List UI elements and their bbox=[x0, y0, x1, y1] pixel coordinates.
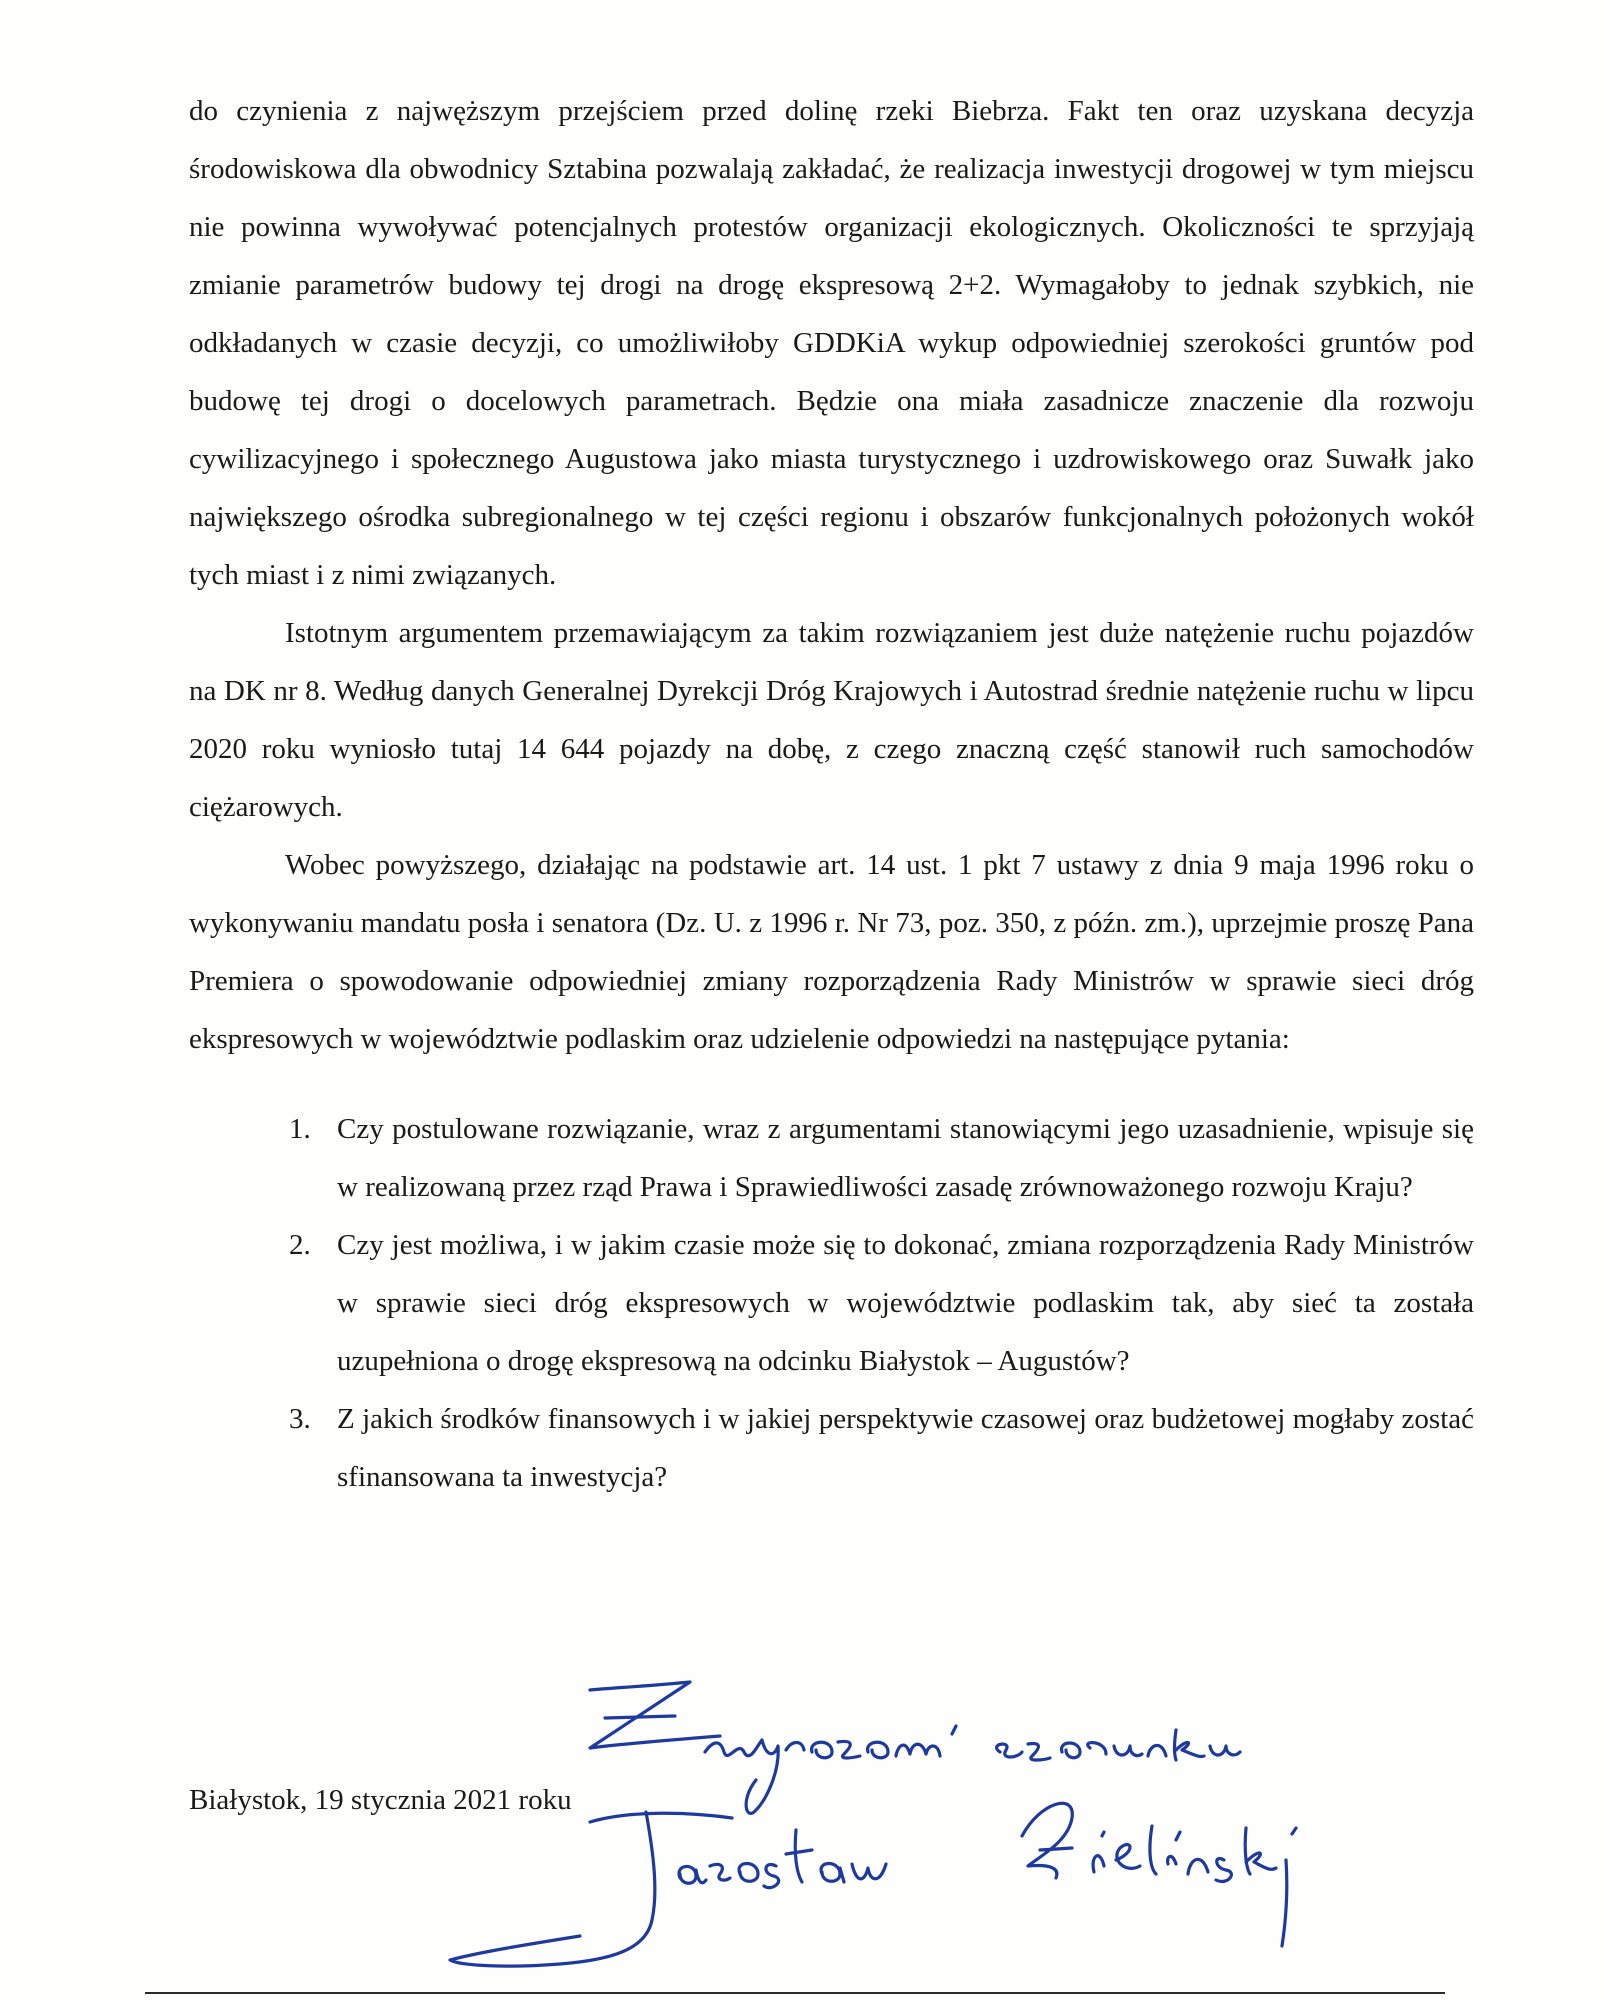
handwritten-signature bbox=[440, 1660, 1400, 1990]
question-number: 2. bbox=[289, 1229, 311, 1261]
question-number: 1. bbox=[289, 1113, 311, 1145]
signature-stroke bbox=[590, 1813, 732, 1822]
question-text: Z jakich środków finansowych i w jakiej perspektywie czasowej oraz budżetowej mogłaby zostać sfinansowana ta inwestycja? bbox=[337, 1403, 1474, 1493]
footer-divider bbox=[145, 1992, 1445, 1994]
signature-stroke bbox=[1022, 1803, 1296, 1946]
question-item bbox=[189, 1216, 1474, 1390]
signature-stroke bbox=[997, 1730, 1240, 1760]
signature-stroke bbox=[679, 1830, 886, 1888]
paragraph-request: Wobec powyższego, działając na podstawie art. 14 ust. 1 pkt 7 ustawy z dnia 9 maja 1996 roku o wykonywaniu mandatu posła i senatora (Dz. U. z 1996 r. Nr 73, poz. 350, z późn. zm.), uprzejmie proszę Pana Premiera o spowodowanie odpowiedniej zmiany rozporządzenia Rady Ministrów w sprawie sieci dróg ekspresowych w województwie podlaskim oraz udzielenie odpowiedzi na następujące pytania: bbox=[189, 849, 1474, 1055]
signature-stroke bbox=[450, 1812, 655, 1966]
signature-stroke bbox=[705, 1726, 956, 1813]
letter-body bbox=[189, 82, 1474, 1506]
question-number: 3. bbox=[289, 1403, 311, 1435]
questions-list bbox=[189, 1100, 1474, 1506]
signature-stroke bbox=[605, 1716, 675, 1718]
question-text: Czy jest możliwa, i w jakim czasie może się to dokonać, zmiana rozporządzenia Rady Ministrów w sprawie sieci dróg ekspresowych w województwie podlaskim tak, aby sieć ta została uzupełniona o drogę ekspresową na odcinku Białystok – Augustów? bbox=[337, 1229, 1474, 1377]
paragraph-continuation: do czynienia z najwęższym przejściem przed dolinę rzeki Biebrza. Fakt ten oraz uzyskana decyzja środowiskowa dla obwodnicy Sztabina pozwalają zakładać, że realizacja inwestycji drogowej w tym miejscu nie powinna wywoływać potencjalnych protestów organizacji ekologicznych. Okoliczności te sprzyjają zmianie parametrów budowy tej drogi na drogę ekspresową 2+2. Wymagałoby to jednak szybkich, nie odkładanych w czasie decyzji, co umożliwiłoby GDDKiA wykup odpowiedniej szerokości gruntów pod budowę tej drogi o docelowych parametrach. Będzie ona miała zasadnicze znaczenie dla rozwoju cywilizacyjnego i społecznego Augustowa jako miasta turystycznego i uzdrowiskowego oraz Suwałk jako największego ośrodka subregionalnego w tej części regionu i obszarów funkcjonalnych położonych wokół tych miast i z nimi związanych. bbox=[189, 95, 1474, 591]
question-text: Czy postulowane rozwiązanie, wraz z argumentami stanowiącymi jego uzasadnienie, wpisuje się w realizowaną przez rząd Prawa i Sprawiedliwości zasadę zrównoważonego rozwoju Kraju? bbox=[337, 1113, 1474, 1203]
place-date: Białystok, 19 stycznia 2021 roku bbox=[189, 1784, 572, 1816]
paragraph-traffic-argument: Istotnym argumentem przemawiającym za takim rozwiązaniem jest duże natężenie ruchu pojazdów na DK nr 8. Według danych Generalnej Dyrekcji Dróg Krajowych i Autostrad średnie natężenie ruchu w lipcu 2020 roku wyniosło tutaj 14 644 pojazdy na dobę, z czego znaczną część stanowił ruch samochodów ciężarowych. bbox=[189, 617, 1474, 823]
question-item bbox=[189, 1100, 1474, 1216]
question-item bbox=[189, 1390, 1474, 1506]
